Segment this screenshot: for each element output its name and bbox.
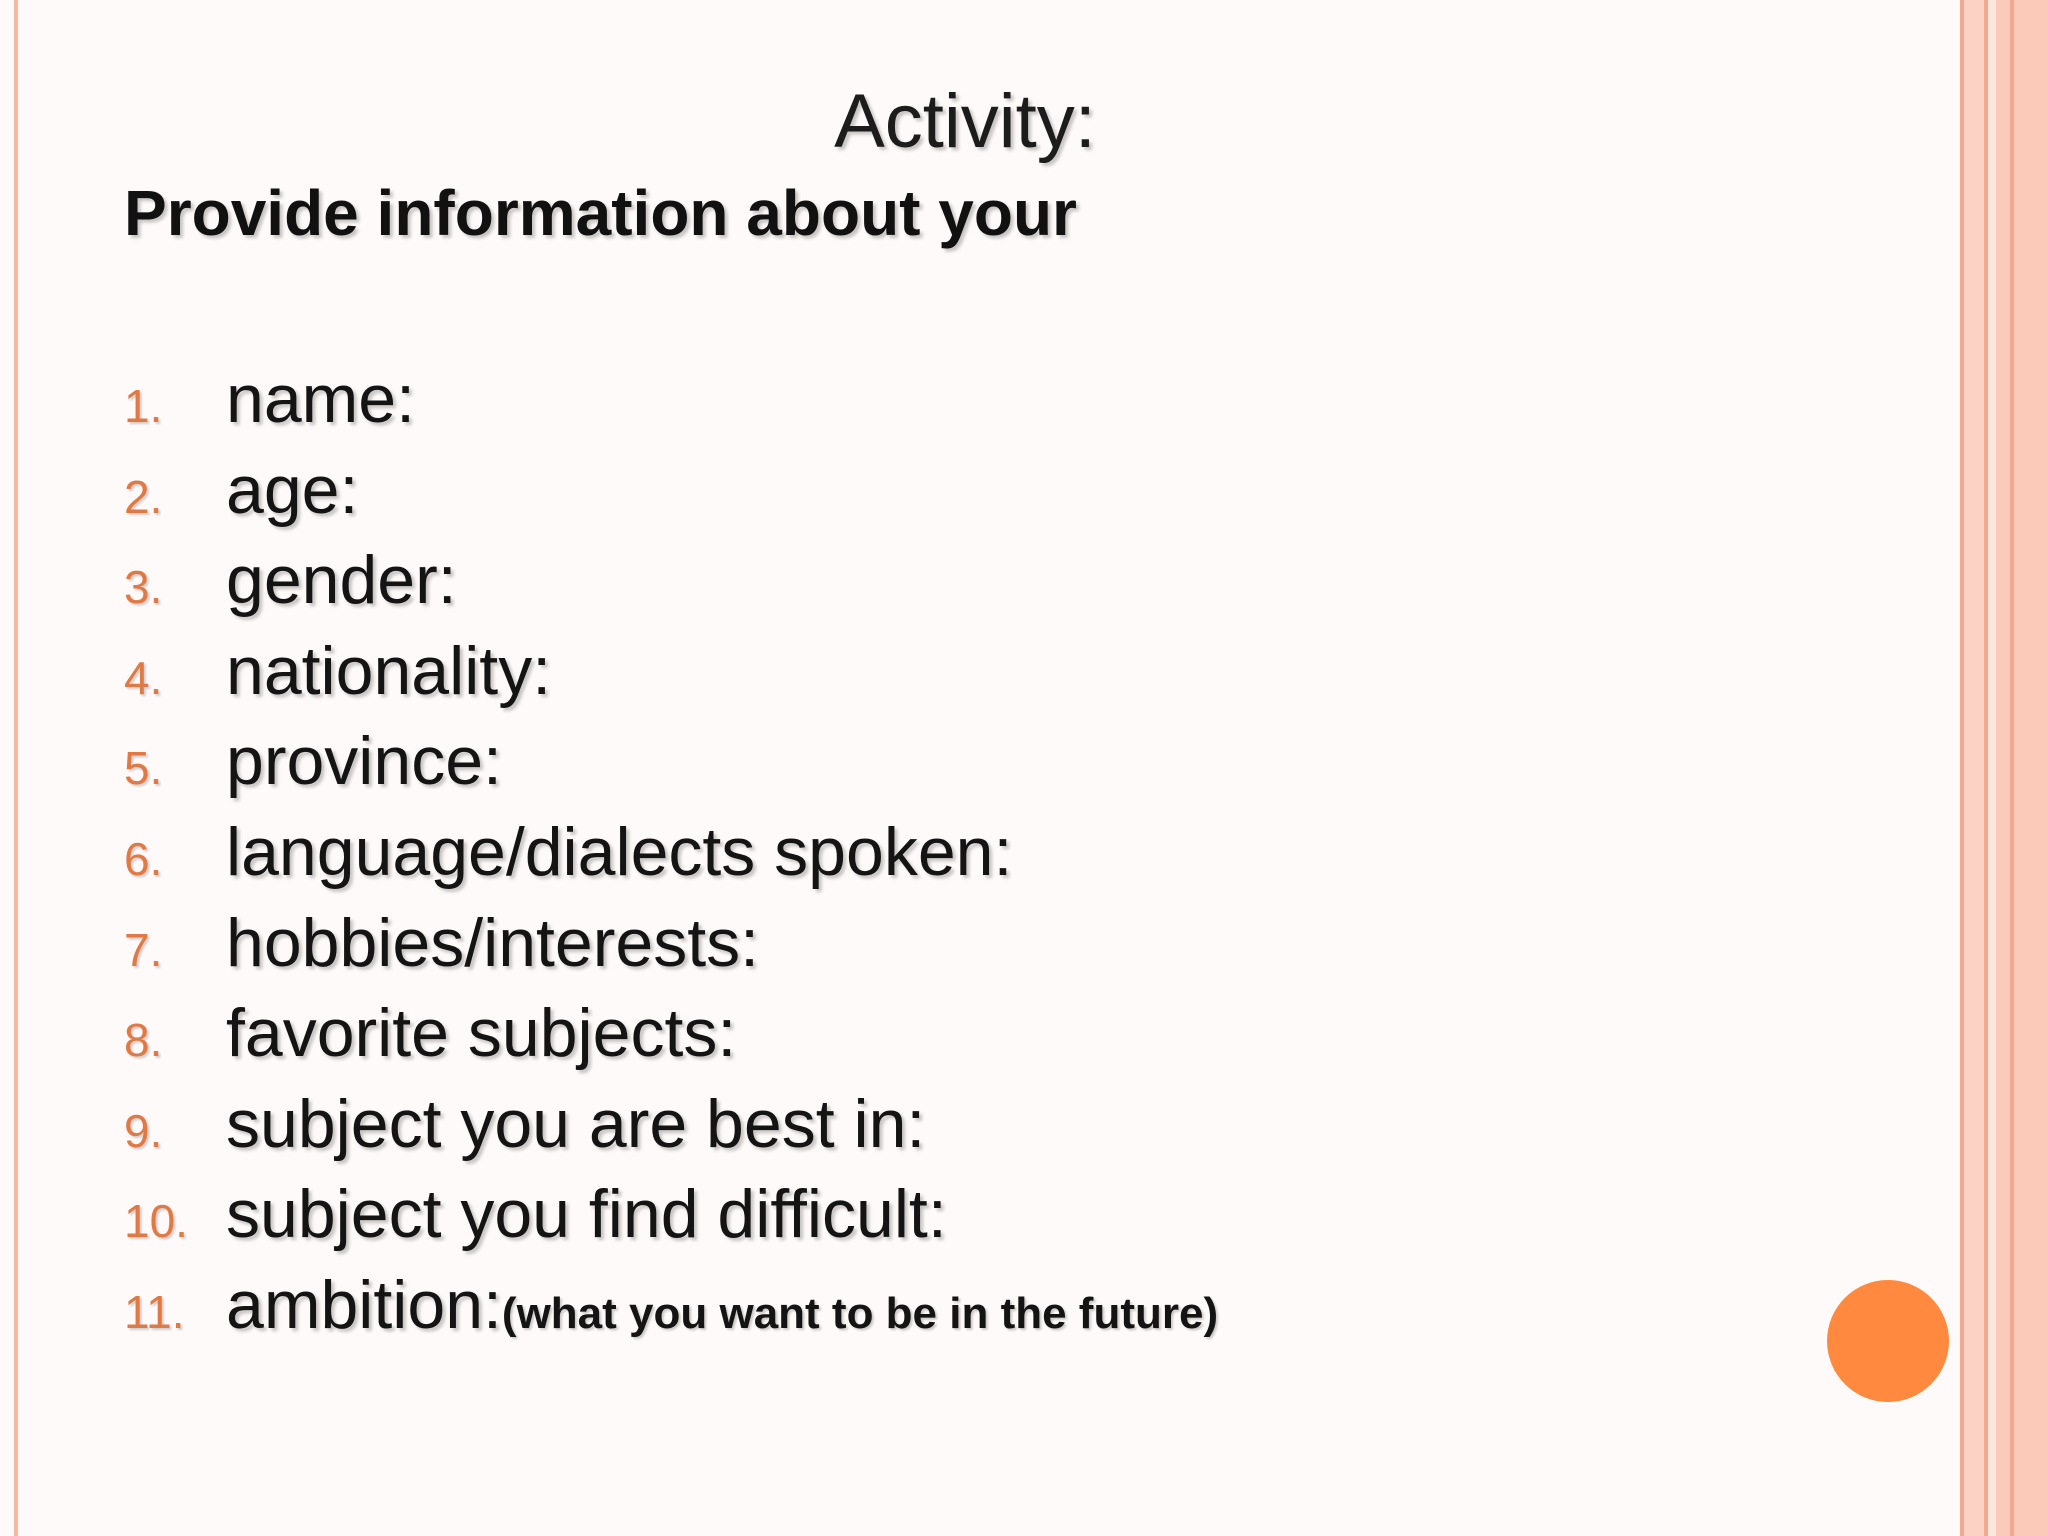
list-number: 7. xyxy=(124,923,163,976)
list-item-text: province: xyxy=(226,723,502,800)
list-item-text: favorite subjects: xyxy=(226,995,737,1072)
list-item xyxy=(124,722,1218,813)
list-number: 10. xyxy=(124,1195,188,1248)
list-item xyxy=(124,360,1218,451)
list-number: 2. xyxy=(124,470,163,523)
right-border-stripe xyxy=(1996,0,2048,1536)
list-item xyxy=(124,904,1218,995)
list-number: 3. xyxy=(124,561,163,614)
list-item-text: age: xyxy=(226,451,359,528)
list-item xyxy=(124,994,1218,1085)
list-number: 11. xyxy=(124,1285,185,1338)
list-item xyxy=(124,632,1218,723)
list-item xyxy=(124,451,1218,542)
right-border-stripe xyxy=(1988,0,1996,1536)
list-item xyxy=(124,1266,1218,1357)
list-item-text: hobbies/interests: xyxy=(226,904,759,981)
list-item-text: gender: xyxy=(226,542,457,619)
orange-circle-decoration xyxy=(1827,1280,1949,1402)
list-item-text: nationality: xyxy=(226,632,552,709)
list-item-text: name: xyxy=(226,361,415,437)
list-number: 6. xyxy=(124,832,163,885)
list-item xyxy=(124,1175,1218,1266)
list-item-text: subject you are best in: xyxy=(226,1085,926,1162)
list-item xyxy=(124,1085,1218,1176)
list-number: 4. xyxy=(124,651,163,704)
slide-title: Activity: xyxy=(834,79,1096,164)
list-item-text: language/dialects spoken: xyxy=(226,813,1013,890)
slide-subtitle: Provide information about your xyxy=(124,177,1077,249)
list-number: 5. xyxy=(124,742,163,795)
left-border-line xyxy=(14,0,18,1536)
right-border-stripe xyxy=(2010,0,2014,1536)
ambition-note: (what you want to be in the future) xyxy=(501,1288,1219,1338)
list-number: 8. xyxy=(124,1014,163,1067)
list-number: 1. xyxy=(124,380,163,432)
list-number: 9. xyxy=(124,1104,163,1157)
list-item-text: subject you find difficult: xyxy=(226,1176,947,1253)
right-border-stripe xyxy=(1964,0,1984,1536)
list-item-text: ambition: xyxy=(226,1266,502,1343)
list-item xyxy=(124,541,1218,632)
list-item xyxy=(124,813,1218,904)
info-list xyxy=(124,360,1218,1357)
